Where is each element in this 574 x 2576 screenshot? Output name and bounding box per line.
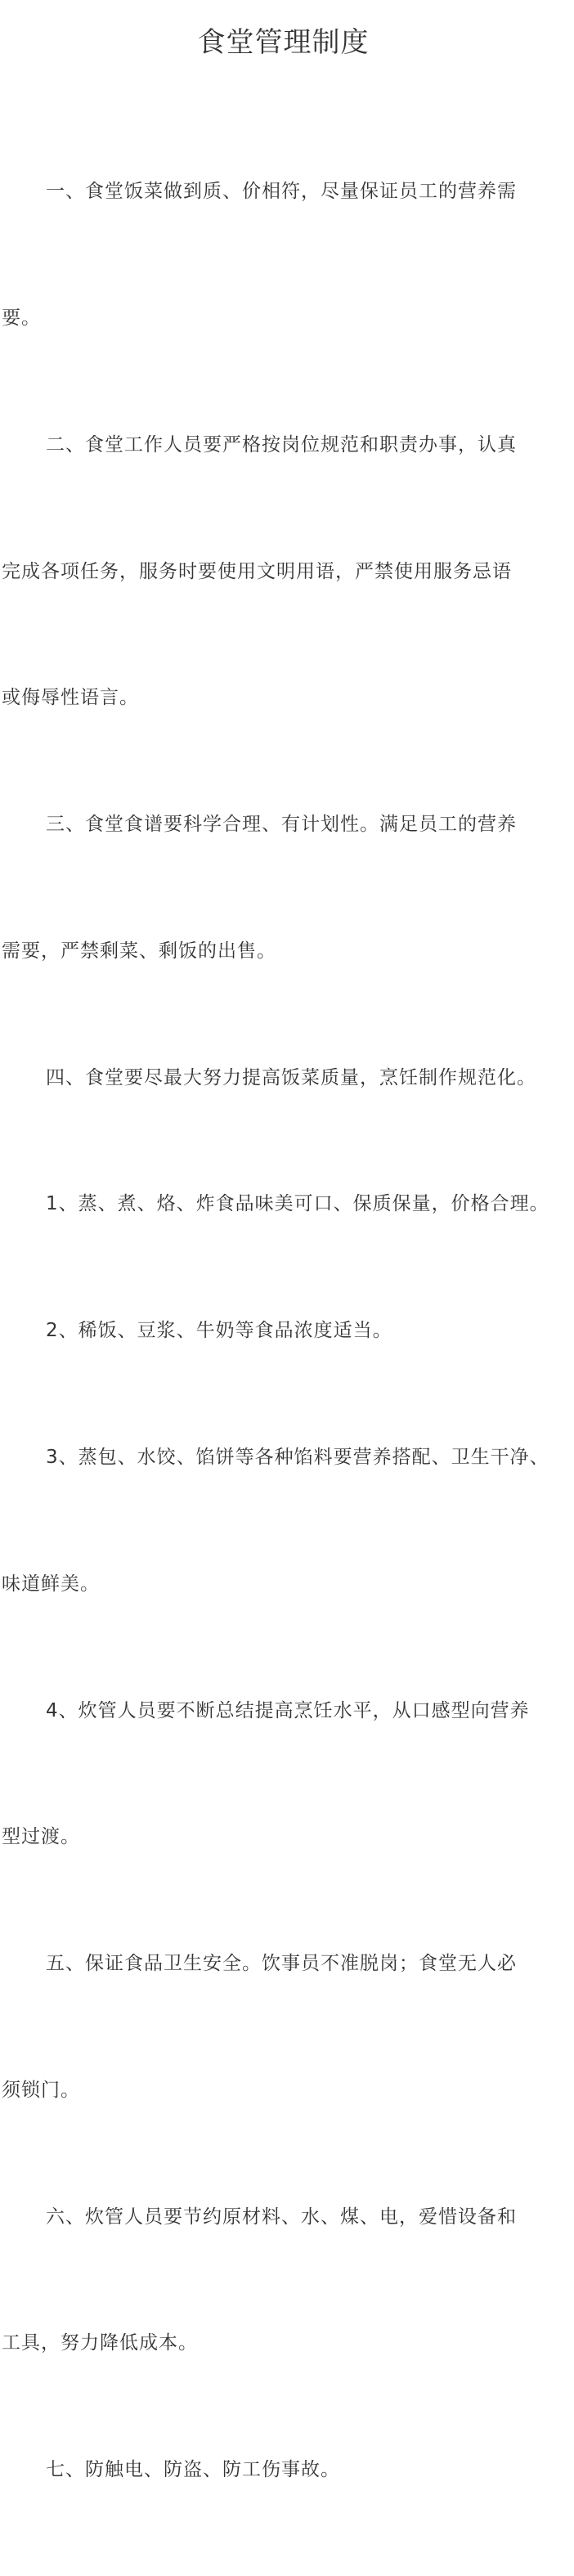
document-body	[2, 87, 574, 2576]
text-line: 完成各项任务，服务时要使用文明用语，严禁使用服务忌语	[2, 560, 512, 582]
text-lines	[2, 87, 574, 2576]
text-line: 1、蒸、煮、烙、炸食品味美可口、保质保量，价格合理。	[46, 1193, 549, 1215]
text-line: 需要，严禁剩菜、剩饭的出售。	[2, 940, 276, 962]
text-line: 二、食堂工作人员要严格按岗位规范和职责办事，认真	[46, 433, 517, 456]
text-line: 工具，努力降低成本。	[2, 2332, 198, 2354]
text-line: 一、食堂饭菜做到质、价相符，尽量保证员工的营养需	[46, 181, 517, 203]
text-line: 要。	[2, 307, 41, 329]
text-line: 七、防触电、防盗、防工伤事故。	[46, 2459, 340, 2481]
text-line: 五、保证食品卫生安全。饮事员不准脱岗；食堂无人必	[46, 1953, 517, 1975]
text-line: 型过渡。	[2, 1826, 80, 1848]
text-line: 四、食堂要尽最大努力提高饭菜质量，烹饪制作规范化。	[46, 1066, 536, 1088]
text-line: 味道鲜美。	[2, 1573, 100, 1595]
text-line: 须锁门。	[2, 2079, 80, 2101]
text-line: 4、炊管人员要不断总结提高烹饪水平，从口感型向营养	[46, 1699, 530, 1721]
document-title: 食堂管理制度	[197, 26, 370, 59]
text-line: 六、炊管人员要节约原材料、水、煤、电，爱惜设备和	[46, 2206, 517, 2228]
text-line: 2、稀饭、豆浆、牛奶等食品浓度适当。	[46, 1320, 392, 1342]
text-line: 三、食堂食谱要科学合理、有计划性。满足员工的营养	[46, 814, 517, 836]
text-line: 或侮辱性语言。	[2, 687, 139, 709]
text-line: 3、蒸包、水饺、馅饼等各种馅料要营养搭配、卫生干净、	[46, 1447, 549, 1468]
